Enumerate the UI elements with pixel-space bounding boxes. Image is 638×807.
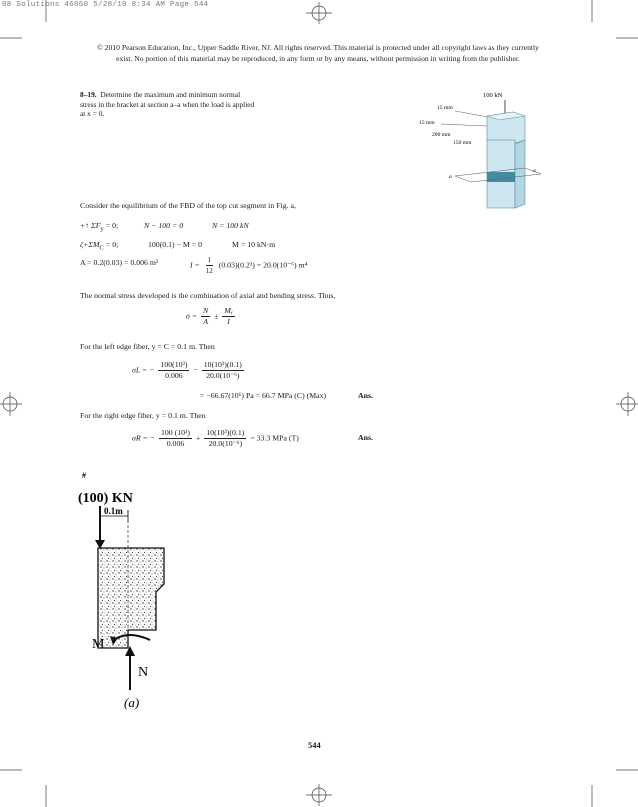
problem-line-1: Determine the maximum and minimum normal	[100, 90, 241, 99]
figure-dim-top: 15 mm	[437, 105, 453, 111]
equilibrium-eq-y: +↑ $\Sigma F_y = 0$; N − 100 = 0 N = 100 kN	[80, 221, 249, 233]
fbd-normal-label: N	[138, 665, 149, 680]
fbd-cut-segment	[98, 548, 164, 648]
sigma-left-eq: σL = − $\frac{\text{100(10³)}}{0.006}$ − $\frac{\text{10(10³)(0.1)}}{\text{20.0(10⁻⁶)}}$	[132, 360, 242, 380]
page-number: 544	[308, 740, 321, 750]
area-equation: A = 0.2(0.03) = 0.006 m² I = $\frac{1}{12}$ (0.03)(0.2³) = 20.0(10⁻⁶) m⁴	[80, 256, 308, 275]
answer-mark-2: Ans.	[358, 433, 373, 442]
figure-dim-side: 15 mm	[419, 120, 435, 126]
section-label-right: a	[533, 168, 536, 174]
figure-load-label: 100 kN	[483, 92, 503, 99]
printer-slug: 08 Solutions 46060 5/28/10 8:34 AM Page 544	[2, 1, 209, 9]
right-fiber-text: For the right edge fiber, y = 0.1 m. Then	[80, 411, 206, 420]
svg-text:#: #	[82, 471, 86, 480]
fbd-load-label: (100) KN	[78, 491, 133, 506]
copyright-line-1: © 2010 Pearson Education, Inc., Upper Saddle River, NJ. All rights reserved. This material is protected under all copyright laws as they currently	[97, 43, 539, 52]
fbd-caption: (a)	[124, 695, 140, 710]
figure-dim-200: 200 mm	[432, 132, 451, 138]
section-label-left: a	[449, 174, 452, 180]
registration-mark-right	[616, 392, 638, 416]
stress-formula: σ = $\frac{N}{A}$ ± $\frac{\text{Mᵧ}}{I}$	[186, 306, 233, 326]
problem-line-3: at x = 0.	[80, 109, 105, 119]
problem-statement	[80, 90, 302, 119]
copyright-notice	[68, 42, 568, 64]
section-cut	[487, 172, 515, 182]
figure-dim-150: 150 mm	[453, 140, 472, 146]
left-fiber-text: For the left edge fiber, y = C = 0.1 m. Then	[80, 342, 215, 351]
sigma-left-result: = −66.67(10⁶) Pa = 66.7 MPa (C) (Max)	[200, 391, 327, 400]
fbd-moment-label: M	[92, 637, 105, 652]
registration-mark-left	[0, 392, 22, 416]
bracket-figure	[415, 88, 545, 213]
copyright-line-2: exist. No portion of this material may be reproduced, in any form or by any means, without permission in writing from the publisher.	[116, 54, 520, 63]
problem-number: 8–19.	[80, 90, 97, 99]
sigma-right-eq: σR = − $\frac{\text{100 (10³)}}{0.006}$ + $\frac{\text{10(10³)(0.1)}}{\text{20.0(10⁻⁶)}}$ = 33.3 MPa (T)	[132, 428, 299, 448]
equilibrium-eq-moment: $\zeta+\Sigma M_C = 0$; 100(0.1) − M = 0 M = 10 kN·m	[80, 240, 276, 252]
solution-intro: Consider the equilibrium of the FBD of the top cut segment in Fig. a,	[80, 201, 296, 210]
free-body-diagram	[70, 470, 210, 715]
answer-mark-1: Ans.	[358, 391, 373, 400]
registration-mark-bottom	[306, 784, 332, 806]
problem-line-2: stress in the bracket at section a–a when the load is applied	[80, 99, 255, 109]
combined-stress-text: The normal stress developed is the combination of axial and bending stress. Thus,	[80, 291, 336, 300]
registration-mark-top	[306, 2, 332, 24]
fbd-dim-label: 0.1m	[104, 506, 123, 516]
